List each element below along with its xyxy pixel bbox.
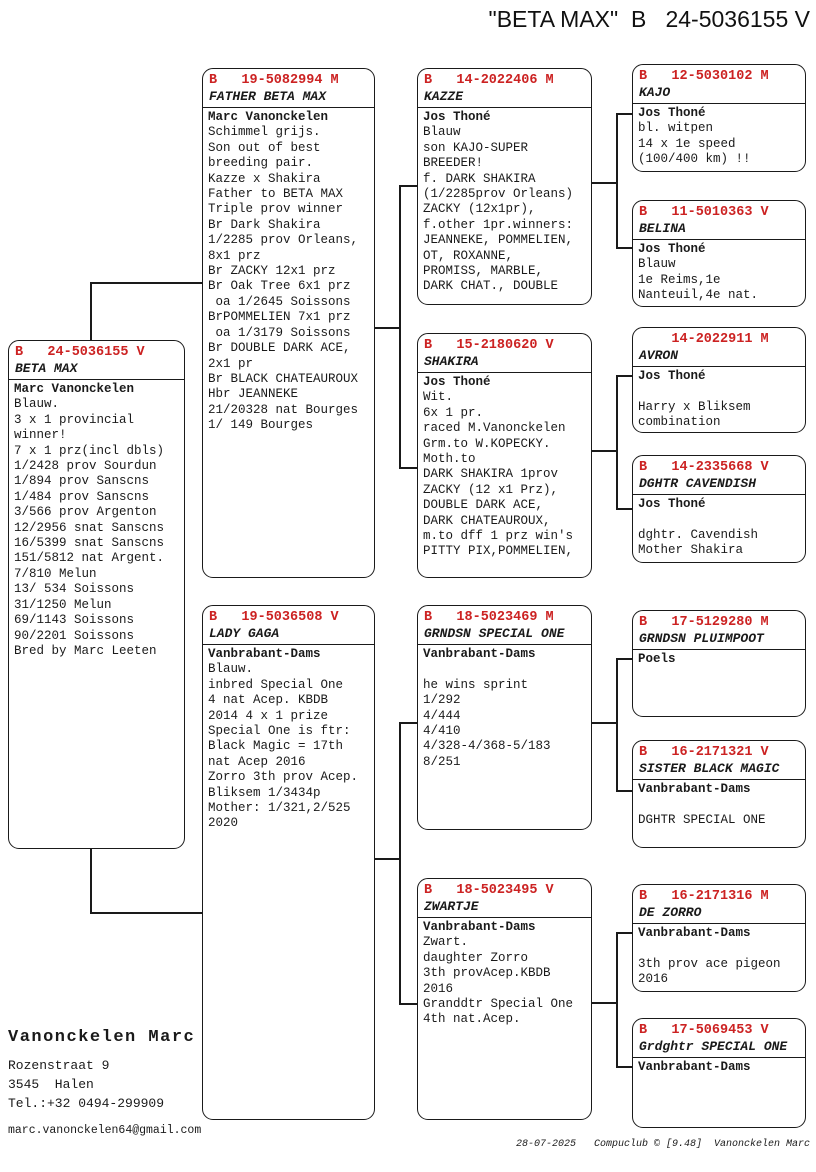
detail-line: Marc Vanonckelen (14, 382, 135, 396)
pigeon-details (203, 645, 374, 834)
pedigree-box-grandmother-maternal (417, 878, 592, 1120)
detail-line: son KAJO-SUPER (423, 140, 529, 155)
pigeon-name: AVRON (633, 348, 805, 367)
pigeon-name: SHAKIRA (418, 354, 591, 373)
detail-line: breeding pair. (208, 156, 314, 171)
detail-line: f.other 1pr.winners: (423, 217, 574, 232)
detail-line: PROMISS, MARBLE, (423, 264, 544, 279)
detail-line: JEANNEKE, POMMELIEN, (423, 233, 574, 248)
detail-line: 3th provAcep.KBDB (423, 966, 551, 981)
connector-line (616, 658, 618, 792)
detail-line: inbred Special One (208, 677, 344, 692)
connector-line (616, 375, 618, 510)
ring-number: B 19-5036508 V (209, 610, 339, 625)
detail-line: Vanbrabant-Dams (423, 920, 536, 934)
detail-line: 4 nat Acep. KBDB (208, 693, 329, 708)
detail-line: Bred by Marc Leeten (14, 643, 157, 658)
ring-number: B 24-5036155 V (15, 345, 145, 360)
detail-line: Blauw (423, 125, 461, 140)
breeder-name: Vanonckelen Marc (8, 1028, 196, 1047)
detail-line: Jos Thoné (423, 110, 491, 124)
detail-line: Vanbrabant-Dams (423, 647, 536, 661)
pigeon-name: KAZZE (418, 89, 591, 108)
detail-line: Jos Thoné (638, 369, 706, 383)
detail-line: Mother Shakira (638, 543, 744, 558)
connector-line (616, 508, 633, 510)
detail-line: 4/410 (423, 724, 461, 739)
detail-line: Mother: 1/321,2/525 (208, 801, 351, 816)
connector-line (616, 658, 633, 660)
connector-line (90, 912, 203, 914)
connector-line (616, 790, 633, 792)
detail-line: Marc Vanonckelen (208, 110, 329, 124)
detail-line: Br Dark Shakira (208, 217, 321, 232)
detail-line: 1/484 prov Sanscns (14, 489, 150, 504)
connector-line (90, 282, 203, 284)
detail-line: he wins sprint (423, 677, 529, 692)
connector-line (616, 113, 618, 249)
detail-line: f. DARK SHAKIRA (423, 171, 536, 186)
detail-line: 1/292 (423, 693, 461, 708)
pedigree-box-grandfather-maternal (417, 605, 592, 830)
connector-line (399, 185, 418, 187)
pedigree-box-grandfather-paternal (417, 68, 592, 305)
detail-line: ZACKY (12x1pr), (423, 202, 536, 217)
connector-line (616, 1066, 633, 1068)
connector-line (592, 450, 618, 452)
page-title: "BETA MAX" B 24-5036155 V (488, 6, 810, 32)
connector-line (375, 858, 401, 860)
detail-line: m.to dff 1 prz win's (423, 529, 574, 544)
detail-line: Br DOUBLE DARK ACE, (208, 341, 351, 356)
pigeon-name: SISTER BLACK MAGIC (633, 761, 805, 780)
detail-line: BREEDER! (423, 156, 484, 171)
pigeon-details (418, 918, 591, 1030)
pigeon-name: LADY GAGA (203, 626, 374, 645)
detail-line: Br Oak Tree 6x1 prz (208, 279, 351, 294)
pigeon-name: Grdghtr SPECIAL ONE (633, 1039, 805, 1058)
detail-line: Blauw. (14, 397, 60, 412)
print-footer: 28-07-2025 Compuclub © [9.48] Vanonckelen Marc (515, 1139, 810, 1150)
detail-line: 8x1 prz (208, 248, 261, 263)
ring-number: B 16-2171321 V (639, 745, 769, 760)
detail-line: DARK SHAKIRA 1prov (423, 467, 559, 482)
detail-line: combination (638, 415, 721, 430)
ring-number: B 17-5069453 V (639, 1023, 769, 1038)
breeder-street: Rozenstraat 9 (8, 1058, 110, 1073)
ring-number: 14-2022911 M (639, 332, 769, 347)
detail-line: Harry x Bliksem (638, 399, 751, 414)
ring-number: B 11-5010363 V (639, 205, 769, 220)
detail-line: Zorro 3th prov Acep. (208, 770, 359, 785)
ring-number: B 14-2335668 V (639, 460, 769, 475)
detail-line (638, 512, 800, 527)
detail-line: Black Magic = 17th (208, 739, 344, 754)
detail-line (423, 662, 586, 677)
pedigree-box-greatgrandparent-3 (632, 327, 806, 433)
detail-line: nat Acep 2016 (208, 754, 306, 769)
detail-line: Moth.to (423, 452, 476, 467)
detail-line: DARK CHATEAUROUX, (423, 513, 551, 528)
detail-line: DARK CHAT., DOUBLE (423, 279, 559, 294)
pedigree-box-greatgrandparent-2 (632, 200, 806, 307)
ring-number: B 18-5023495 V (424, 883, 554, 898)
detail-line: Vanbrabant-Dams (638, 782, 751, 796)
pigeon-name: BELINA (633, 221, 805, 240)
detail-line: Poels (638, 652, 676, 666)
detail-line: 3 x 1 provincial (14, 412, 135, 427)
detail-line: Vanbrabant-Dams (208, 647, 321, 661)
pedigree-box-greatgrandparent-1 (632, 64, 806, 172)
pigeon-details (418, 373, 591, 562)
pedigree-box-mother (202, 605, 375, 1120)
pedigree-box-father (202, 68, 375, 578)
pedigree-box-greatgrandparent-8 (632, 1018, 806, 1128)
detail-line: Grm.to W.KOPECKY. (423, 436, 551, 451)
detail-line: 90/2201 Soissons (14, 628, 135, 643)
detail-line: Vanbrabant-Dams (638, 1060, 751, 1074)
detail-line: DOUBLE DARK ACE, (423, 498, 544, 513)
detail-line: Wit. (423, 390, 454, 405)
detail-line: Jos Thoné (423, 375, 491, 389)
detail-line: oa 1/2645 Soissons (208, 294, 351, 309)
detail-line: (100/400 km) !! (638, 152, 751, 167)
detail-line: Nanteuil,4e nat. (638, 288, 759, 303)
pigeon-name: GRNDSN PLUIMPOOT (633, 631, 805, 650)
detail-line: 21/20328 nat Bourges (208, 402, 359, 417)
pigeon-details (633, 650, 805, 669)
detail-line: ZACKY (12 x1 Prz), (423, 482, 559, 497)
pedigree-box-greatgrandparent-6 (632, 740, 806, 848)
detail-line: 2014 4 x 1 prize (208, 708, 329, 723)
ring-number: B 18-5023469 M (424, 610, 554, 625)
pigeon-name: GRNDSN SPECIAL ONE (418, 626, 591, 645)
connector-line (399, 722, 418, 724)
detail-line: OT, ROXANNE, (423, 248, 514, 263)
pigeon-name: DGHTR CAVENDISH (633, 476, 805, 495)
detail-line: 1e Reims,1e (638, 272, 721, 287)
detail-line: 1/2285 prov Orleans, (208, 233, 359, 248)
detail-line: 1/2428 prov Sourdun (14, 459, 157, 474)
breeder-city: 3545 Halen (8, 1077, 94, 1092)
detail-line: Blauw (638, 257, 676, 272)
detail-line: 3/566 prov Argenton (14, 505, 157, 520)
detail-line (638, 941, 800, 956)
connector-line (375, 327, 401, 329)
detail-line: oa 1/3179 Soissons (208, 325, 351, 340)
detail-line: 16/5399 snat Sanscns (14, 536, 165, 551)
detail-line: raced M.Vanonckelen (423, 421, 566, 436)
connector-line (399, 467, 418, 469)
connector-line (90, 848, 92, 914)
detail-line: dghtr. Cavendish (638, 527, 759, 542)
detail-line: Hbr JEANNEKE (208, 387, 299, 402)
detail-line: Blauw. (208, 662, 254, 677)
ring-number: B 17-5129280 M (639, 615, 769, 630)
pigeon-name: BETA MAX (9, 361, 184, 380)
detail-line: (1/2285prov Orleans) (423, 187, 574, 202)
detail-line: Jos Thoné (638, 242, 706, 256)
detail-line: 2016 (638, 972, 669, 987)
detail-line: Father to BETA MAX (208, 187, 344, 202)
detail-line: 2x1 pr (208, 356, 254, 371)
breeder-phone: Tel.:+32 0494-299909 (8, 1096, 165, 1111)
detail-line: PITTY PIX,POMMELIEN, (423, 544, 574, 559)
detail-line: Special One is ftr: (208, 724, 351, 739)
detail-line: 14 x 1e speed (638, 136, 736, 151)
pigeon-name: ZWARTJE (418, 899, 591, 918)
pedigree-box-grandmother-paternal (417, 333, 592, 578)
detail-line: Jos Thoné (638, 106, 706, 120)
connector-line (592, 722, 618, 724)
detail-line: Vanbrabant-Dams (638, 926, 751, 940)
connector-line (90, 282, 92, 341)
connector-line (616, 113, 633, 115)
detail-line: Schimmel grijs. (208, 125, 321, 140)
pigeon-details (633, 780, 805, 830)
pigeon-details (9, 380, 184, 661)
ring-number: B 19-5082994 M (209, 73, 339, 88)
detail-line: 8/251 (423, 754, 461, 769)
detail-line: 4/444 (423, 708, 461, 723)
connector-line (616, 247, 633, 249)
detail-line: Bliksem 1/3434p (208, 785, 321, 800)
pigeon-name: FATHER BETA MAX (203, 89, 374, 108)
detail-line: 12/2956 snat Sanscns (14, 520, 165, 535)
ring-number: B 12-5030102 M (639, 69, 769, 84)
detail-line: DGHTR SPECIAL ONE (638, 812, 766, 827)
pigeon-details (633, 1058, 805, 1077)
detail-line: Br BLACK CHATEAUROUX (208, 371, 359, 386)
detail-line (638, 384, 800, 399)
detail-line: 7 x 1 prz(incl dbls) (14, 443, 165, 458)
connector-line (592, 182, 618, 184)
pigeon-details (418, 645, 591, 772)
detail-line: bl. witpen (638, 121, 714, 136)
detail-line: Granddtr Special One (423, 997, 574, 1012)
pigeon-name: KAJO (633, 85, 805, 104)
connector-line (592, 1002, 618, 1004)
detail-line: Br ZACKY 12x1 prz (208, 264, 336, 279)
pigeon-details (633, 240, 805, 306)
ring-number: B 15-2180620 V (424, 338, 554, 353)
detail-line: Triple prov winner (208, 202, 344, 217)
connector-line (616, 932, 618, 1068)
detail-line: BrPOMMELIEN 7x1 prz (208, 310, 351, 325)
ring-number: B 16-2171316 M (639, 889, 769, 904)
detail-line: 4/328-4/368-5/183 (423, 739, 551, 754)
detail-line: Son out of best (208, 140, 321, 155)
pigeon-name: DE ZORRO (633, 905, 805, 924)
detail-line: 151/5812 nat Argent. (14, 551, 165, 566)
connector-line (399, 1003, 418, 1005)
detail-line: 2020 (208, 816, 239, 831)
ring-number: B 14-2022406 M (424, 73, 554, 88)
pigeon-details (633, 104, 805, 170)
pedigree-box-greatgrandparent-4 (632, 455, 806, 563)
detail-line: Jos Thoné (638, 497, 706, 511)
detail-line: 3th prov ace pigeon (638, 956, 781, 971)
pigeon-details (633, 367, 805, 433)
breeder-email: marc.vanonckelen64@gmail.com (8, 1124, 202, 1137)
detail-line: winner! (14, 428, 67, 443)
detail-line: 13/ 534 Soissons (14, 582, 135, 597)
detail-line: 7/810 Melun (14, 566, 97, 581)
pigeon-details (418, 108, 591, 297)
connector-line (616, 375, 633, 377)
detail-line: daughter Zorro (423, 950, 529, 965)
pigeon-details (203, 108, 374, 436)
detail-line: 6x 1 pr. (423, 405, 484, 420)
detail-line: 1/ 149 Bourges (208, 418, 314, 433)
detail-line: 31/1250 Melun (14, 597, 112, 612)
connector-line (399, 185, 401, 469)
detail-line: 2016 (423, 981, 454, 996)
detail-line: 69/1143 Soissons (14, 613, 135, 628)
detail-line (638, 797, 800, 812)
pigeon-details (633, 495, 805, 561)
detail-line: Zwart. (423, 935, 469, 950)
pedigree-box-subject (8, 340, 185, 849)
detail-line: 4th nat.Acep. (423, 1012, 521, 1027)
detail-line: Kazze x Shakira (208, 171, 321, 186)
pedigree-box-greatgrandparent-7 (632, 884, 806, 992)
connector-line (399, 722, 401, 1005)
pedigree-box-greatgrandparent-5 (632, 610, 806, 717)
detail-line: 1/894 prov Sanscns (14, 474, 150, 489)
pigeon-details (633, 924, 805, 990)
connector-line (616, 932, 633, 934)
